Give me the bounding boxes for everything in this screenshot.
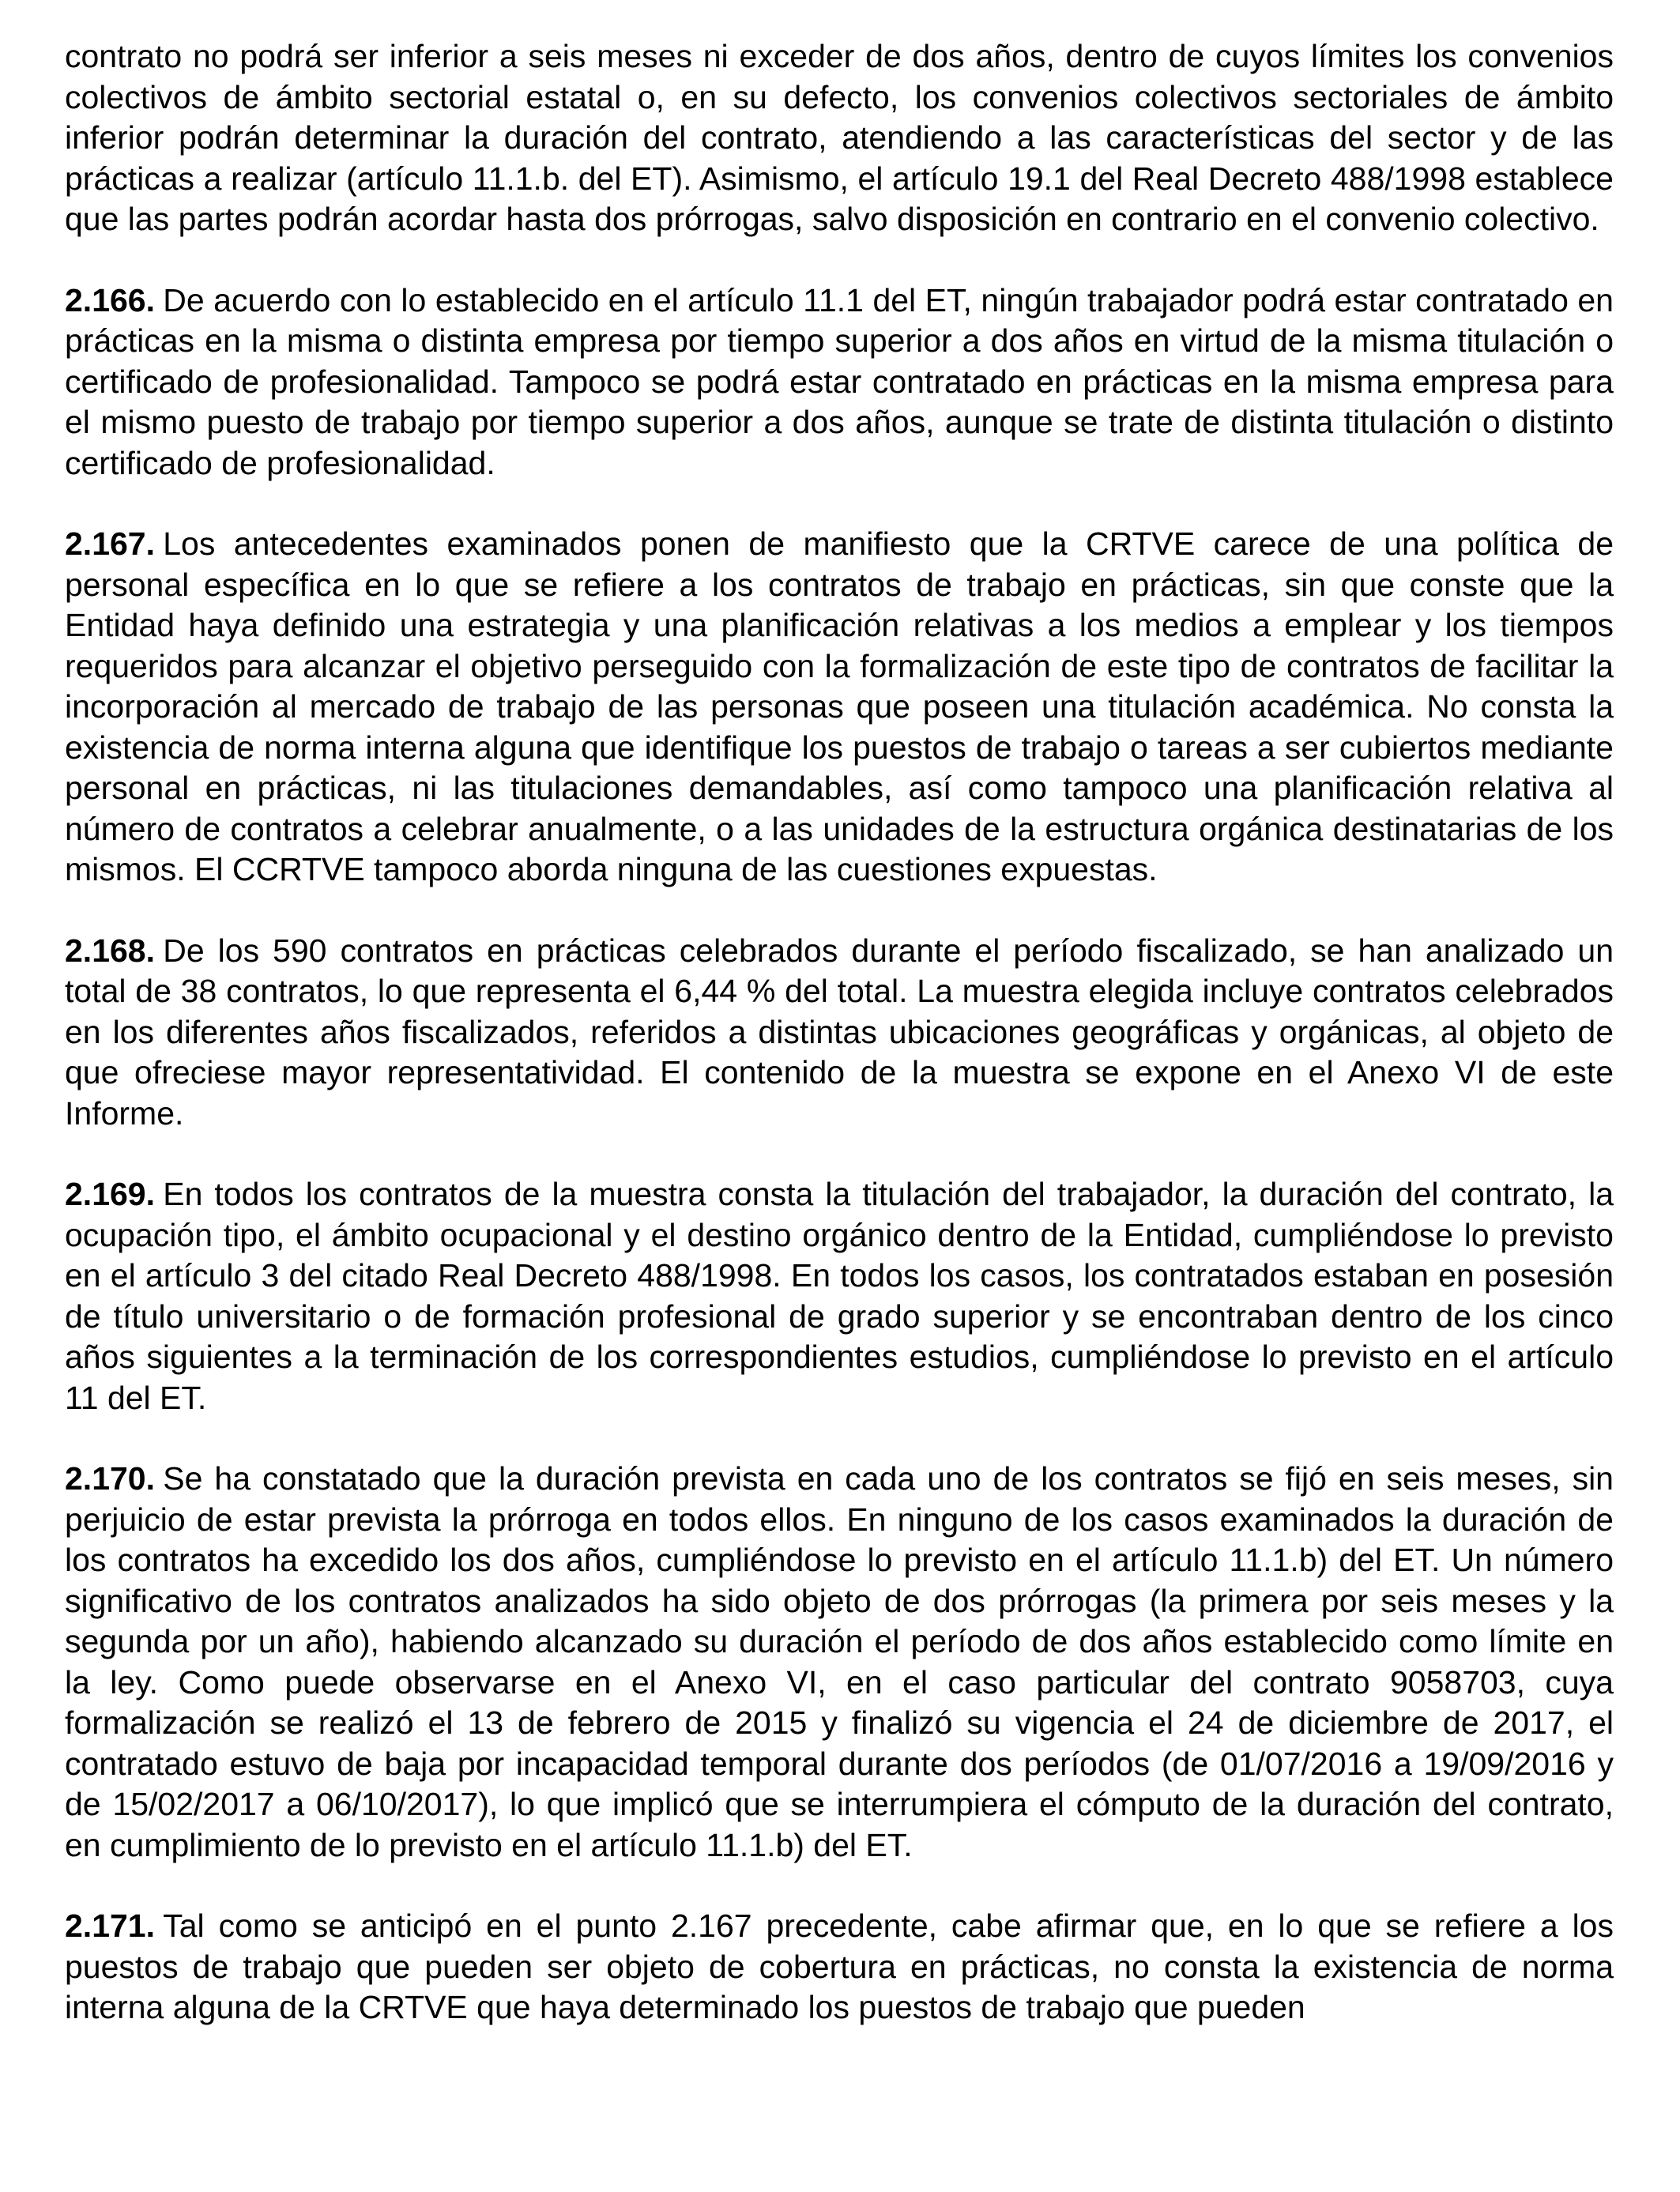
document-page [65,36,1614,2069]
paragraph-2-168 [65,931,1614,1135]
paragraph-text: contrato no podrá ser inferior a seis meses ni exceder de dos años, dentro de cuyos límites los convenios colectivos de ámbito sectorial estatal o, en su defecto, los convenios colectivos sectoriales de ámbito inferior podrán determinar la duración del contrato, atendiendo a las características del sector y de las prácticas a realizar (artículo 11.1.b. del ET). Asimismo, el artículo 19.1 del Real Decreto 488/1998 establece que las partes podrán acordar hasta dos prórrogas, salvo disposición en contrario en el convenio colectivo. [65,38,1614,237]
paragraph-text: De los 590 contratos en prácticas celebrados durante el período fiscalizado, se han analizado un total de 38 contratos, lo que representa el 6,44 % del total. La muestra elegida incluye contratos celebrados en los diferentes años fiscalizados, referidos a distintas ubicaciones geográficas y orgánicas, al objeto de que ofreciese mayor representatividad. El contenido de la muestra se expone en el Anexo VI de este Informe. [65,932,1614,1132]
paragraph-text: De acuerdo con lo establecido en el artículo 11.1 del ET, ningún trabajador podrá estar contratado en prácticas en la misma o distinta empresa por tiempo superior a dos años en virtud de la misma titulación o certificado de profesionalidad. Tampoco se podrá estar contratado en prácticas en la misma empresa para el mismo puesto de trabajo por tiempo superior a dos años, aunque se trate de distinta titulación o distinto certificado de profesionalidad. [65,281,1614,481]
paragraph-number: 2.170. [65,1460,155,1497]
paragraph-2-170 [65,1459,1614,1866]
paragraph-number: 2.168. [65,932,155,969]
paragraph-2-169 [65,1174,1614,1418]
paragraph-text: Tal como se anticipó en el punto 2.167 precedente, cabe afirmar que, en lo que se refiere a los puestos de trabajo que pueden ser objeto de cobertura en prácticas, no consta la existencia de norma interna alguna de la CRTVE que haya determinado los puestos de trabajo que pueden [65,1908,1614,2025]
paragraph-text: En todos los contratos de la muestra consta la titulación del trabajador, la duración del contrato, la ocupación tipo, el ámbito ocupacional y el destino orgánico dentro de la Entidad, cumpliéndose lo previsto en el artículo 3 del citado Real Decreto 488/1998. En todos los casos, los contratados estaban en posesión de título universitario o de formación profesional de grado superior y se encontraban dentro de los cinco años siguientes a la terminación de los correspondientes estudios, cumpliéndose lo previsto en el artículo 11 del ET. [65,1176,1614,1416]
paragraph-2-166 [65,281,1614,484]
paragraph-number: 2.171. [65,1908,155,1944]
paragraph-number: 2.169. [65,1176,155,1212]
paragraph-2-171 [65,1906,1614,2028]
paragraph-number: 2.166. [65,281,155,318]
paragraph-text: Los antecedentes examinados ponen de manifiesto que la CRTVE carece de una política de personal específica en lo que se refiere a los contratos de trabajo en prácticas, sin que conste que la Entidad haya definido una estrategia y una planificación relativas a los medios a emplear y los tiempos requeridos para alcanzar el objetivo perseguido con la formalización de este tipo de contratos de facilitar la incorporación al mercado de trabajo de las personas que poseen una titulación académica. No consta la existencia de norma interna alguna que identifique los puestos de trabajo o tareas a ser cubiertos mediante personal en prácticas, ni las titulaciones demandables, así como tampoco una planificación relativa al número de contratos a celebrar anualmente, o a las unidades de la estructura orgánica destinatarias de los mismos. El CCRTVE tampoco aborda ninguna de las cuestiones expuestas. [65,525,1614,887]
paragraph-number: 2.167. [65,525,155,562]
paragraph-2-167 [65,524,1614,891]
paragraph-text: Se ha constatado que la duración prevista en cada uno de los contratos se fijó en seis meses, sin perjuicio de estar prevista la prórroga en todos ellos. En ninguno de los casos examinados la duración de los contratos ha excedido los dos años, cumpliéndose lo previsto en el artículo 11.1.b) del ET. Un número significativo de los contratos analizados ha sido objeto de dos prórrogas (la primera por seis meses y la segunda por un año), habiendo alcanzado su duración el período de dos años establecido como límite en la ley. Como puede observarse en el Anexo VI, en el caso particular del contrato 9058703, cuya formalización se realizó el 13 de febrero de 2015 y finalizó su vigencia el 24 de diciembre de 2017, el contratado estuvo de baja por incapacidad temporal durante dos períodos (de 01/07/2016 a 19/09/2016 y de 15/02/2017 a 06/10/2017), lo que implicó que se interrumpiera el cómputo de la duración del contrato, en cumplimiento de lo previsto en el artículo 11.1.b) del ET. [65,1460,1614,1863]
paragraph-continuation [65,36,1614,240]
